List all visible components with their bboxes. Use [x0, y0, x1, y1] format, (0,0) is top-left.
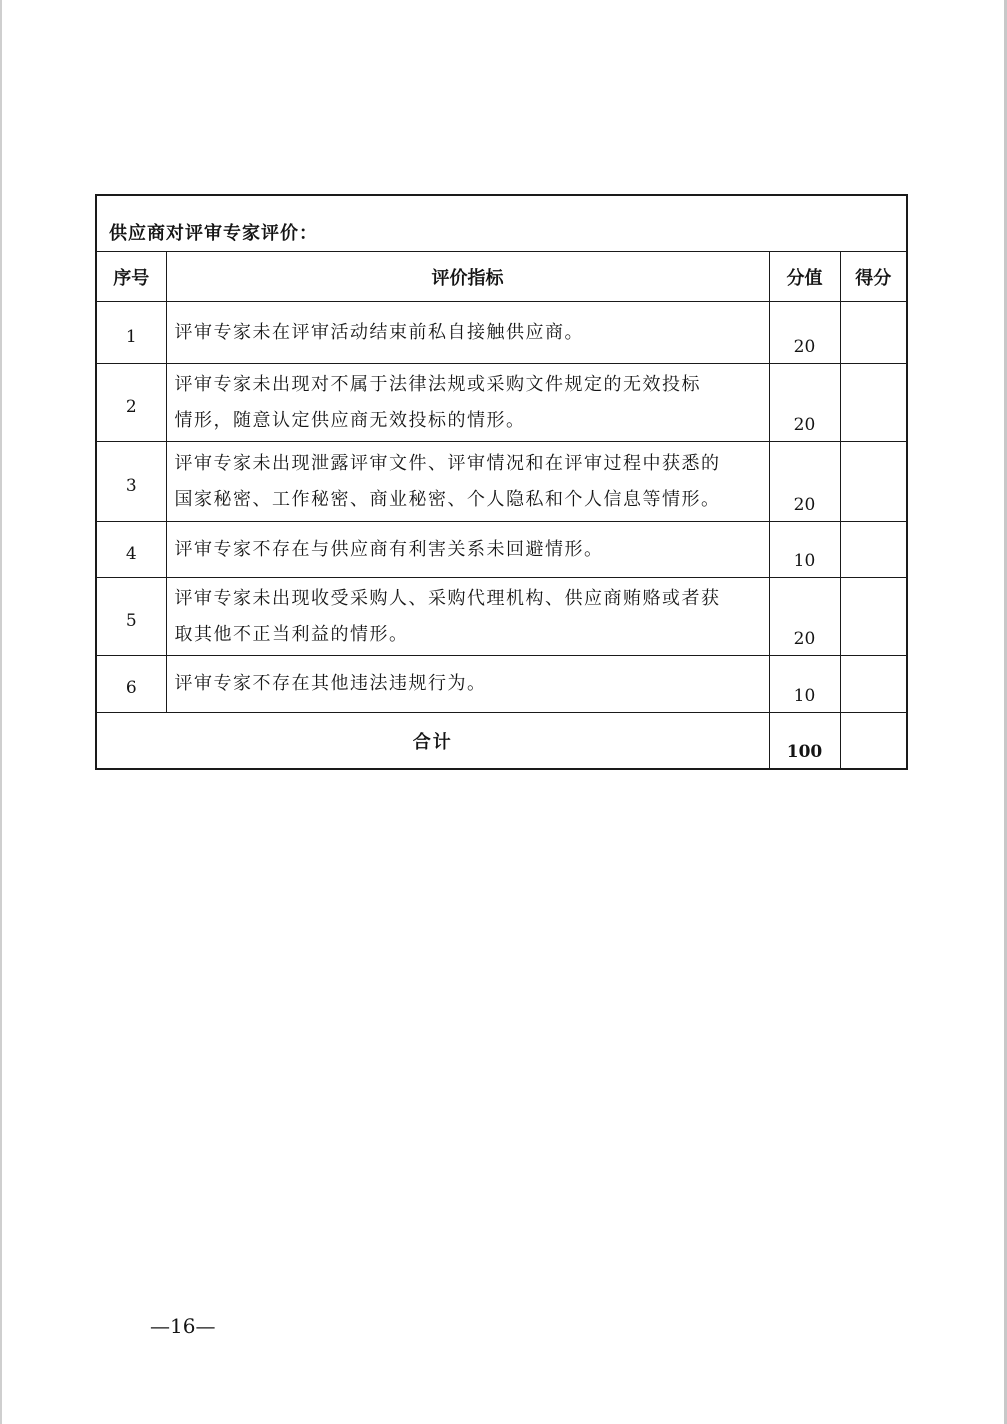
- total-row: [96, 713, 907, 770]
- total-label: 合计: [96, 713, 769, 770]
- row-indicator: [166, 364, 769, 442]
- row-indicator: [166, 522, 769, 578]
- indicator-line: 评审专家未出现对不属于法律法规或采购文件规定的无效投标: [174, 373, 701, 395]
- row-got-blank[interactable]: [840, 364, 907, 442]
- header-no: 序号: [96, 252, 166, 302]
- indicator-line: 评审专家未在评审活动结束前私自接触供应商。: [174, 321, 584, 343]
- indicator-line: 评审专家未出现泄露评审文件、评审情况和在评审过程中获悉的: [174, 452, 721, 474]
- table-row: [96, 578, 907, 656]
- indicator-line: 国家秘密、工作秘密、商业秘密、个人隐私和个人信息等情形。: [174, 488, 721, 510]
- table-row: [96, 364, 907, 442]
- indicator-line: 评审专家不存在其他违法违规行为。: [174, 673, 487, 694]
- row-got-blank[interactable]: [840, 578, 907, 656]
- indicator-line: 情形，随意认定供应商无效投标的情形。: [174, 409, 526, 431]
- row-indicator: [166, 302, 769, 364]
- row-number: 3: [96, 442, 166, 522]
- indicator-line: 评审专家不存在与供应商有利害关系未回避情形。: [174, 538, 604, 560]
- row-got-blank[interactable]: [840, 656, 907, 713]
- row-indicator: [166, 656, 769, 713]
- total-score: 100: [769, 713, 840, 770]
- row-number: 4: [96, 522, 166, 578]
- expert-evaluation-table: [95, 194, 908, 770]
- header-indicator: 评价指标: [166, 252, 769, 302]
- row-number: 6: [96, 656, 166, 713]
- table-caption: 供应商对评审专家评价：: [96, 195, 907, 252]
- table-row: [96, 302, 907, 364]
- header-got: 得分: [840, 252, 907, 302]
- row-score: 20: [769, 442, 840, 522]
- row-got-blank[interactable]: [840, 302, 907, 364]
- indicator-line: 取其他不正当利益的情形。: [174, 623, 409, 645]
- row-indicator: [166, 578, 769, 656]
- row-got-blank[interactable]: [840, 442, 907, 522]
- row-score: 20: [769, 302, 840, 364]
- table-row: [96, 522, 907, 578]
- table-row: [96, 442, 907, 522]
- row-score: 20: [769, 578, 840, 656]
- row-number: 5: [96, 578, 166, 656]
- row-number: 2: [96, 364, 166, 442]
- row-score: 10: [769, 656, 840, 713]
- row-number: 1: [96, 302, 166, 364]
- row-score: 20: [769, 364, 840, 442]
- total-got-blank[interactable]: [840, 713, 907, 770]
- page-number: —16—: [150, 1314, 216, 1338]
- row-indicator: [166, 442, 769, 522]
- table-row: [96, 656, 907, 713]
- indicator-line: 评审专家未出现收受采购人、采购代理机构、供应商贿赂或者获: [174, 587, 721, 609]
- row-got-blank[interactable]: [840, 522, 907, 578]
- row-score: 10: [769, 522, 840, 578]
- header-score: 分值: [769, 252, 840, 302]
